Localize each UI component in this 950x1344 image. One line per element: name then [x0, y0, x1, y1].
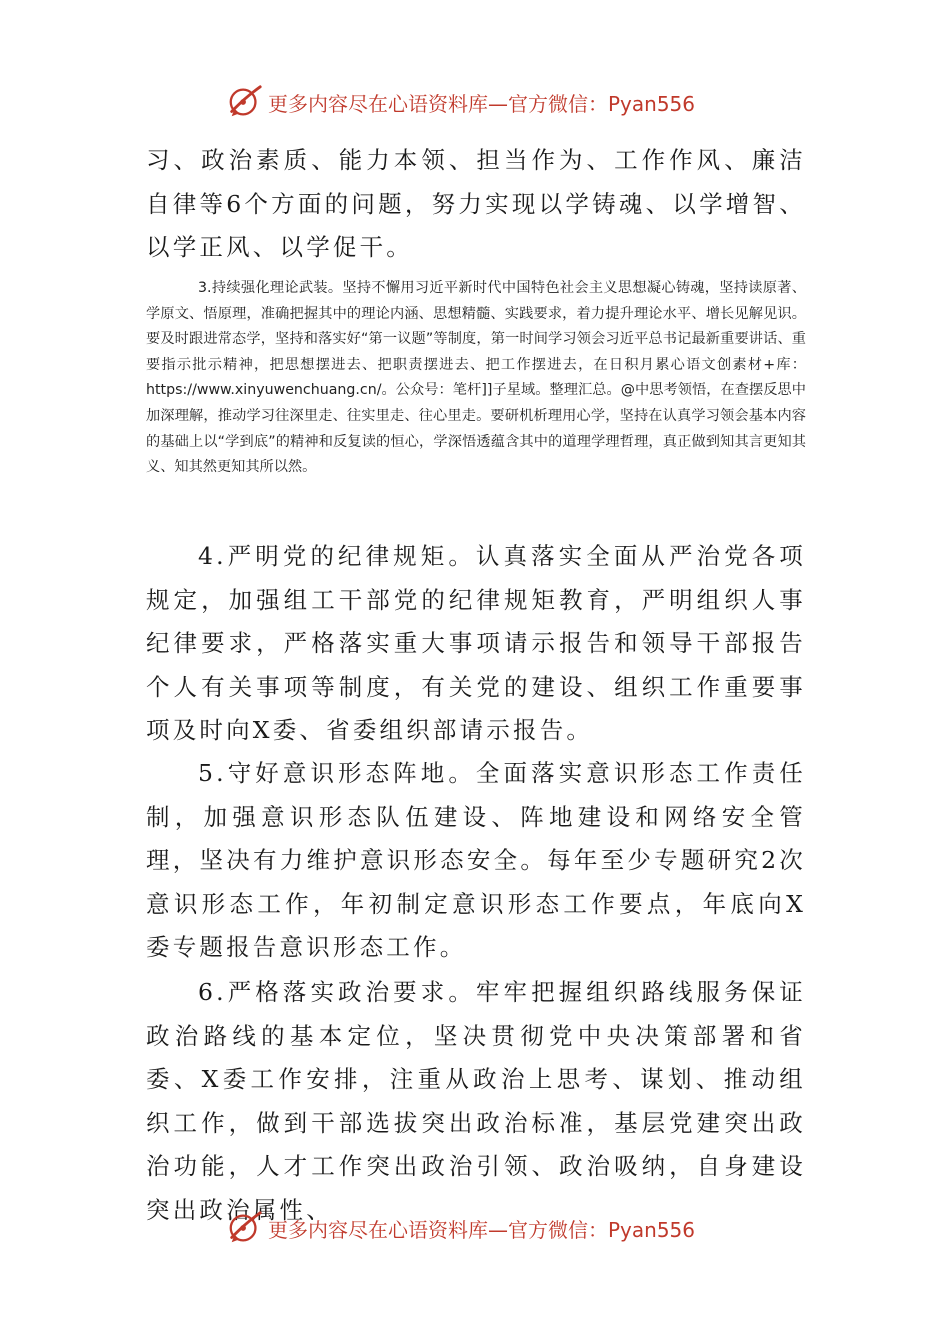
paragraph-text: 习、政治素质、能力本领、担当作为、工作作风、廉洁自律等6个方面的问题，努力实现以学铸魂、以学增智、以学正风、以学促干。 — [146, 146, 806, 261]
paragraph-item-3 — [146, 276, 806, 481]
footer-banner-text: 更多内容尽在心语资料库—官方微信：Pyan556 — [268, 1217, 696, 1242]
paragraph-item-6 — [146, 971, 806, 1232]
pen-circle-logo-icon — [226, 1209, 264, 1247]
paragraph-continuation — [146, 139, 806, 270]
paragraph-text: 4.严明党的纪律规矩。认真落实全面从严治党各项规定，加强组工干部党的纪律规矩教育，严明组织人事纪律要求，严格落实重大事项请示报告和领导干部报告个人有关事项等制度，有关党的建设、组织工作重要事项及时向X委、省委组织部请示报告。 — [146, 542, 806, 744]
paragraph-text: 6.严格落实政治要求。牢牢把握组织路线服务保证政治路线的基本定位，坚决贯彻党中央决策部署和省委、X委工作安排，注重从政治上思考、谋划、推动组织工作，做到干部选拔突出政治标准，基层党建突出政治功能，人才工作突出政治引领、政治吸纳，自身建设突出政治属性、 — [146, 978, 806, 1224]
paragraph-item-5 — [146, 752, 806, 970]
paragraph-text: 3.持续强化理论武装。坚持不懈用习近平新时代中国特色社会主义思想凝心铸魂，坚持读原著、学原文、悟原理，准确把握其中的理论内涵、思想精髓、实践要求，着力提升理论水平、增长见解见识。要及时跟进常态学，坚持和落实好“第一议题”等制度，第一时间学习领会习近平总书记最新重要讲话、重要指示批示精神，把思想摆进去、把职责摆进去、把工作摆进去，在日积月累心语文创素材+库：https://www.xinyuwenchuang.cn/。公众号：笔杆]]子星域。整理汇总。@中思考领悟，在查摆反思中加深理解，推动学习往深里走、往实里走、往心里走。要研机析理用心学，坚持在认真学习领会基本内容的基础上以“学到底”的精神和反复读的恒心，学深悟透蕴含其中的道理学理哲理，真正做到知其言更知其义、知其然更知其所以然。 — [146, 280, 806, 476]
header-banner — [226, 82, 726, 122]
paragraph-text: 5.守好意识形态阵地。全面落实意识形态工作责任制，加强意识形态队伍建设、阵地建设和网络安全管理，坚决有力维护意识形态安全。每年至少专题研究2次意识形态工作，年初制定意识形态工作要点，年底向X委专题报告意识形态工作。 — [146, 759, 806, 961]
paragraph-item-4 — [146, 535, 806, 753]
pen-circle-logo-icon — [226, 83, 264, 121]
header-banner-text: 更多内容尽在心语资料库—官方微信：Pyan556 — [268, 91, 696, 116]
footer-banner — [226, 1208, 726, 1248]
